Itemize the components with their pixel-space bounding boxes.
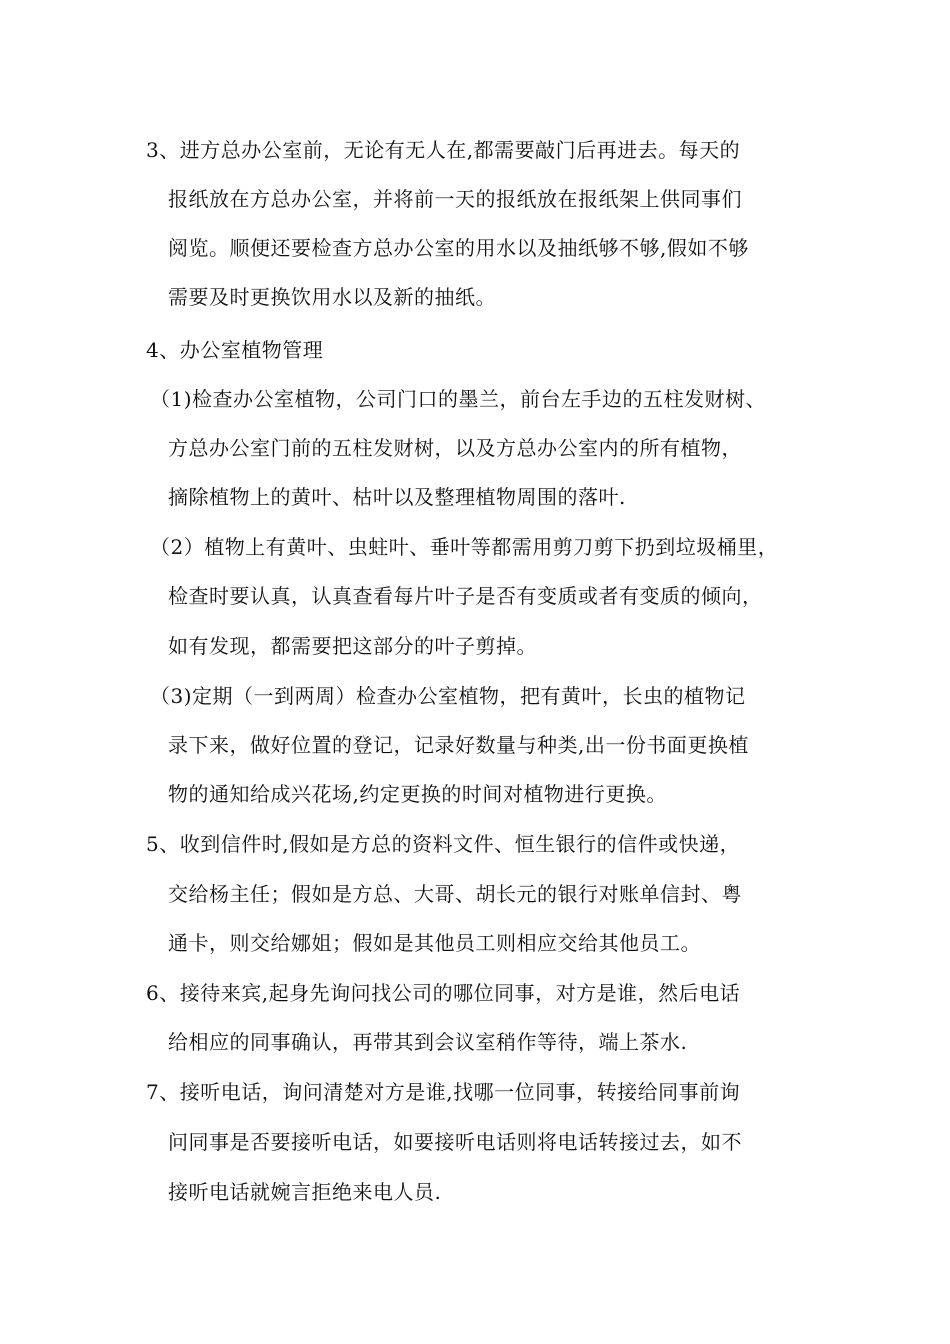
item-4-1-line-1: （1)检查办公室植物，公司门口的墨兰，前台左手边的五柱发财树、 (150, 387, 767, 411)
item-5-line-2: 交给杨主任；假如是方总、大哥、胡长元的银行对账单信封、粤 (168, 882, 742, 906)
item-4-2-line-3: 如有发现，都需要把这部分的叶子剪掉。 (168, 634, 537, 658)
item-4-1-line-3: 摘除植物上的黄叶、枯叶以及整理植物周围的落叶. (168, 485, 626, 509)
item-3-line-3: 阅览。顺便还要检查方总办公室的用水以及抽纸够不够,假如不够 (168, 236, 749, 260)
item-4-3-line-3: 物的通知给成兴花场,约定更换的时间对植物进行更换。 (168, 782, 667, 806)
item-4-heading: 4、办公室植物管理 (146, 338, 324, 362)
item-5-line-3: 通卡，则交给娜姐；假如是其他员工则相应交给其他员工。 (168, 931, 701, 955)
item-3-line-4: 需要及时更换饮用水以及新的抽纸。 (168, 285, 496, 309)
item-7-line-2: 问同事是否要接听电话，如要接听电话则将电话转接过去，如不 (168, 1130, 742, 1154)
item-4-2-line-1: （2）植物上有黄叶、虫蛀叶、垂叶等都需用剪刀剪下扔到垃圾桶里， (150, 535, 779, 559)
item-3-line-2: 报纸放在方总办公室，并将前一天的报纸放在报纸架上供同事们 (168, 187, 742, 211)
item-4-3-line-2: 录下来，做好位置的登记，记录好数量与种类,出一份书面更换植 (168, 733, 749, 757)
item-4-1-line-2: 方总办公室门前的五柱发财树，以及方总办公室内的所有植物， (168, 436, 742, 460)
item-7-line-3: 接听电话就婉言拒绝来电人员. (168, 1180, 442, 1204)
item-7-line-1: 7、接听电话，询问清楚对方是谁,找哪一位同事，转接给同事前询 (146, 1080, 741, 1104)
item-4-2-line-2: 检查时要认真，认真查看每片叶子是否有变质或者有变质的倾向， (168, 584, 763, 608)
item-5-line-1: 5、收到信件时,假如是方总的资料文件、恒生银行的信件或快递， (146, 832, 741, 856)
item-4-3-line-1: （3)定期（一到两周）检查办公室植物，把有黄叶，长虫的植物记 (150, 684, 746, 708)
item-3-line-1: 3、进方总办公室前，无论有无人在,都需要敲门后再进去。每天的 (146, 138, 741, 162)
item-6-line-1: 6、接待来宾,起身先询问找公司的哪位同事，对方是谁，然后电话 (146, 981, 741, 1005)
item-6-line-2: 给相应的同事确认，再带其到会议室稍作等待，端上茶水. (168, 1030, 688, 1054)
